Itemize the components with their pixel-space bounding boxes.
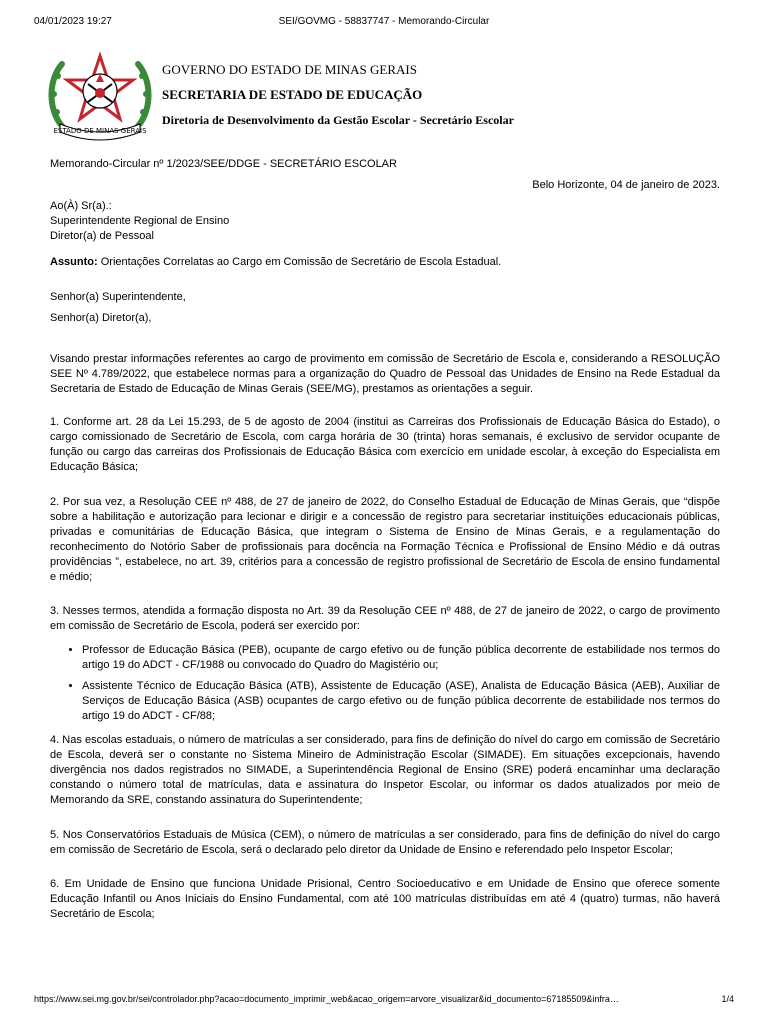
memo-subject — [50, 255, 720, 270]
memo-id: Memorando-Circular nº 1/2023/SEE/DDGE - SECRETÁRIO ESCOLAR — [50, 158, 397, 170]
list-item: • Assistente Técnico de Educação Básica (ATB), Assistente de Educação (ASE), Analista de Educação Básica (AEB), Auxiliar de Serviços de Educação Básica (ASB) ocupantes de cargo efetivo ou de função pública decorrente de estabilidade nos termos do artigo 19 do ADCT - CF/88; — [82, 679, 720, 724]
paragraph-3: 3. Nesses termos, atendida a formação disposta no Art. 39 da Resolução CEE nº 488, de 27 de janeiro de 2022, o cargo de provimento em comissão de Secretário de Escola, poderá ser exercido por: — [50, 605, 720, 632]
paragraph-intro: Visando prestar informações referentes ao cargo de provimento em comissão de Secretário de Escola e, considerando a RESOLUÇÃO SEE Nº 4.789/2022, que estabelece normas para a organização do Quadro de Pessoal das Unidades de Ensino na Rede Estadual da Secretaria de Estado de Educação de Minas Gerais (SEE/MG), prestamos as orientações a seguir. — [50, 353, 720, 395]
subject-text: Orientações Correlatas ao Cargo em Comissão de Secretário de Escola Estadual. — [97, 256, 502, 268]
greeting-director: Senhor(a) Diretor(a), — [50, 312, 152, 324]
page-number: 1/4 — [721, 994, 734, 1004]
letterhead-directorate: Diretoria de Desenvolvimento da Gestão Escolar - Secretário Escolar — [162, 113, 514, 127]
letterhead-secretariat: SECRETARIA DE ESTADO DE EDUCAÇÃO — [162, 87, 423, 102]
print-header — [0, 16, 768, 30]
paragraph-1: 1. Conforme art. 28 da Lei 15.293, de 5 de agosto de 2004 (institui as Carreiras dos Profissionais de Educação Básica do Estado), o cargo comissionado de Secretário de Escola, com carga horária de 30 (trinta) horas semanais, é exclusivo de servidor ocupante de função ou cargo das carreiras dos Profissionais de Educação Básica com exercício em unidade escolar, à exceção do Especialista em Educação Básica; — [50, 416, 720, 473]
memo-date: Belo Horizonte, 04 de janeiro de 2023. — [532, 179, 720, 191]
recipient-line: Diretor(a) de Pessoal — [50, 230, 154, 242]
memo-body — [50, 157, 720, 922]
paragraph-4: 4. Nas escolas estaduais, o número de matrículas a ser considerado, para fins de definição do nível do cargo em comissão de Secretário de Escola, deverá ser o constante no Sistema Mineiro de Administração Escolar (SIMADE). Em situações excepcionais, havendo divergência nos dados registrados no SIMADE, a Superintendência Regional de Ensino (SRE) poderá encaminhar uma declaração constando o número total de matrículas, data e assinatura do Inspetor Escolar, ou informar os dados atualizados por meio de Memorando da SRE, constando assinatura do Superintendente; — [50, 734, 720, 806]
svg-text:ESTADO DE MINAS GERAIS: ESTADO DE MINAS GERAIS — [53, 127, 147, 135]
greeting-superintendent: Senhor(a) Superintendente, — [50, 291, 186, 303]
subject-label: Assunto: — [50, 256, 98, 268]
recipient-line: Superintendente Regional de Ensino — [50, 215, 230, 227]
print-datetime: 04/01/2023 19:27 — [34, 16, 112, 27]
print-footer — [34, 994, 734, 1008]
eligible-roles-list — [50, 643, 720, 724]
memo-recipients — [50, 199, 720, 244]
print-title: SEI/GOVMG - 58837747 - Memorando-Circular — [278, 16, 490, 27]
state-coat-of-arms-icon — [44, 46, 156, 146]
paragraph-5: 5. Nos Conservatórios Estaduais de Música (CEM), o número de matrículas a ser considerado, para fins de definição do nível do cargo em comissão de Secretário de Escola, será o declarado pelo diretor da Unidade de Ensino e referendado pelo Inspetor Escolar; — [50, 829, 720, 856]
paragraph-6: 6. Em Unidade de Ensino que funciona Unidade Prisional, Centro Socioeducativo e em Unidade de Ensino que oferece somente Educação Infantil ou Anos Iniciais do Ensino Fundamental, com até 100 matrículas distribuídas em até 4 (quatro) turmas, não haverá Secretário de Escola; — [50, 878, 720, 920]
letterhead-government: GOVERNO DO ESTADO DE MINAS GERAIS — [162, 62, 417, 77]
document-url-link[interactable]: https://www.sei.mg.gov.br/sei/controlador.php?acao=documento_imprimir_web&acao_origem=arvore_visualizar&id_documento=67185509&infra… — [34, 994, 619, 1004]
paragraph-2: 2. Por sua vez, a Resolução CEE nº 488, de 27 de janeiro de 2022, do Conselho Estadual de Educação de Minas Gerais, que “dispõe sobre a habilitação e autorização para lecionar e dirigir e a concessão de registro para secretariar instituições educacionais públicas, privadas e comunitárias de Educação Básica, que integram o Sistema de Ensino de Minas Gerais, e a regulamentação do reconhecimento do Notório Saber de profissionais para docência na Formação Técnica e Profissional de Ensino Médio e dá outras providências ”, estabelece, no art. 39, critérios para a concessão de registro profissional de Secretário de Escola de ensino fundamental e médio; — [50, 496, 720, 583]
recipient-line: Ao(À) Sr(a).: — [50, 200, 112, 212]
list-item: • Professor de Educação Básica (PEB), ocupante de cargo efetivo ou de função pública decorrente de estabilidade nos termos do artigo 19 do ADCT - CF/1988 ou convocado do Quadro do Magistério ou; — [82, 643, 720, 673]
